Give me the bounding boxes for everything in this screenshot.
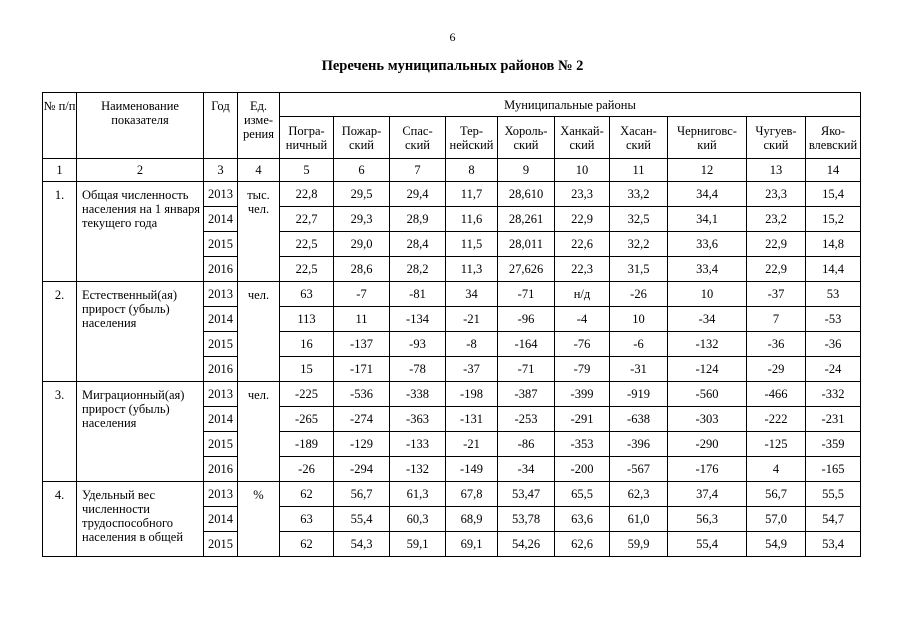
value-cell: 23,2 (747, 207, 806, 232)
value-cell: -567 (610, 457, 668, 482)
column-number: 5 (280, 159, 334, 182)
value-cell: 22,9 (555, 207, 610, 232)
value-cell: -638 (610, 407, 668, 432)
value-cell: -125 (747, 432, 806, 457)
value-cell: 56,3 (668, 507, 747, 532)
header-district: Хороль-ский (498, 117, 555, 159)
value-cell: 60,3 (390, 507, 446, 532)
value-cell: -124 (668, 357, 747, 382)
year-cell: 2013 (204, 482, 238, 507)
value-cell: 34,1 (668, 207, 747, 232)
column-number: 14 (806, 159, 861, 182)
value-cell: 68,9 (446, 507, 498, 532)
value-cell: 33,2 (610, 182, 668, 207)
value-cell: 15 (280, 357, 334, 382)
value-cell: 15,4 (806, 182, 861, 207)
value-cell: -222 (747, 407, 806, 432)
table-row (43, 182, 861, 207)
header-year: Год (204, 93, 238, 159)
value-cell: -265 (280, 407, 334, 432)
value-cell: -231 (806, 407, 861, 432)
value-cell: -176 (668, 457, 747, 482)
value-cell: -7 (334, 282, 390, 307)
table-row (43, 282, 861, 307)
column-number: 9 (498, 159, 555, 182)
value-cell: -396 (610, 432, 668, 457)
column-number: 7 (390, 159, 446, 182)
year-cell: 2014 (204, 207, 238, 232)
value-cell: -165 (806, 457, 861, 482)
value-cell: 22,7 (280, 207, 334, 232)
value-cell: 56,7 (334, 482, 390, 507)
value-cell: 32,2 (610, 232, 668, 257)
value-cell: -26 (610, 282, 668, 307)
value-cell: -36 (747, 332, 806, 357)
value-cell: 22,8 (280, 182, 334, 207)
value-cell: 62,3 (610, 482, 668, 507)
column-number: 10 (555, 159, 610, 182)
indicator-name: Удельный вес численности трудоспособного населения в общей (77, 482, 204, 557)
value-cell: 7 (747, 307, 806, 332)
value-cell: -303 (668, 407, 747, 432)
value-cell: 33,4 (668, 257, 747, 282)
value-cell: -26 (280, 457, 334, 482)
value-cell: 11,3 (446, 257, 498, 282)
value-cell: 29,0 (334, 232, 390, 257)
header-name: Наименование показателя (77, 93, 204, 159)
unit-cell: тыс. чел. (238, 182, 280, 282)
year-cell: 2016 (204, 357, 238, 382)
value-cell: -31 (610, 357, 668, 382)
value-cell: 23,3 (555, 182, 610, 207)
value-cell: 28,261 (498, 207, 555, 232)
value-cell: 54,7 (806, 507, 861, 532)
header-district: Яко-влевский (806, 117, 861, 159)
value-cell: 29,3 (334, 207, 390, 232)
value-cell: 15,2 (806, 207, 861, 232)
value-cell: 14,4 (806, 257, 861, 282)
value-cell: -29 (747, 357, 806, 382)
value-cell: -78 (390, 357, 446, 382)
column-number: 3 (204, 159, 238, 182)
value-cell: 28,011 (498, 232, 555, 257)
value-cell: 56,7 (747, 482, 806, 507)
value-cell: 54,3 (334, 532, 390, 557)
value-cell: 37,4 (668, 482, 747, 507)
header-district: Ханкай-ский (555, 117, 610, 159)
value-cell: -198 (446, 382, 498, 407)
year-cell: 2016 (204, 257, 238, 282)
value-cell: 11,7 (446, 182, 498, 207)
value-cell: 28,9 (390, 207, 446, 232)
value-cell: 11,5 (446, 232, 498, 257)
value-cell: 67,8 (446, 482, 498, 507)
value-cell: 62 (280, 482, 334, 507)
value-cell: 34,4 (668, 182, 747, 207)
page-number: 6 (449, 30, 456, 44)
value-cell: -131 (446, 407, 498, 432)
value-cell: 55,5 (806, 482, 861, 507)
unit-cell: чел. (238, 282, 280, 382)
year-cell: 2013 (204, 282, 238, 307)
value-cell: 22,9 (747, 257, 806, 282)
value-cell: 65,5 (555, 482, 610, 507)
value-cell: 4 (747, 457, 806, 482)
value-cell: -133 (390, 432, 446, 457)
value-cell: -353 (555, 432, 610, 457)
header-district: Тер-нейский (446, 117, 498, 159)
table-row (43, 482, 861, 507)
value-cell: 63 (280, 282, 334, 307)
value-cell: -359 (806, 432, 861, 457)
value-cell: 11,6 (446, 207, 498, 232)
value-cell: -253 (498, 407, 555, 432)
value-cell: 16 (280, 332, 334, 357)
value-cell: 23,3 (747, 182, 806, 207)
year-cell: 2015 (204, 332, 238, 357)
value-cell: 10 (668, 282, 747, 307)
value-cell: -132 (668, 332, 747, 357)
indicator-number: 2. (43, 282, 77, 382)
value-cell: -6 (610, 332, 668, 357)
column-number: 13 (747, 159, 806, 182)
value-cell: -466 (747, 382, 806, 407)
indicator-number: 3. (43, 382, 77, 482)
indicator-name: Миграционный(ая) прирост (убыль) населения (77, 382, 204, 482)
year-cell: 2013 (204, 382, 238, 407)
document-title: Перечень муниципальных районов № 2 (321, 58, 584, 74)
value-cell: 57,0 (747, 507, 806, 532)
header-unit: Ед. изме-рения (238, 93, 280, 159)
value-cell: -189 (280, 432, 334, 457)
value-cell: -274 (334, 407, 390, 432)
indicator-name: Общая численность населения на 1 января текущего года (77, 182, 204, 282)
value-cell: 62 (280, 532, 334, 557)
year-cell: 2016 (204, 457, 238, 482)
value-cell: 34 (446, 282, 498, 307)
value-cell: 11 (334, 307, 390, 332)
value-cell: 22,3 (555, 257, 610, 282)
value-cell: -332 (806, 382, 861, 407)
header-districts-group: Муниципальные районы (280, 93, 861, 117)
value-cell: -34 (498, 457, 555, 482)
indicator-number: 1. (43, 182, 77, 282)
value-cell: -76 (555, 332, 610, 357)
value-cell: -137 (334, 332, 390, 357)
indicator-number: 4. (43, 482, 77, 557)
column-number: 1 (43, 159, 77, 182)
value-cell: 55,4 (668, 532, 747, 557)
value-cell: 54,26 (498, 532, 555, 557)
column-number: 12 (668, 159, 747, 182)
value-cell: 62,6 (555, 532, 610, 557)
value-cell: 53,78 (498, 507, 555, 532)
value-cell: 14,8 (806, 232, 861, 257)
value-cell: -399 (555, 382, 610, 407)
indicator-name: Естественный(ая) прирост (убыль) населения (77, 282, 204, 382)
value-cell: -79 (555, 357, 610, 382)
value-cell: 54,9 (747, 532, 806, 557)
year-cell: 2014 (204, 307, 238, 332)
value-cell: 55,4 (334, 507, 390, 532)
value-cell: -93 (390, 332, 446, 357)
year-cell: 2015 (204, 532, 238, 557)
value-cell: -149 (446, 457, 498, 482)
table-row (43, 382, 861, 407)
value-cell: -21 (446, 432, 498, 457)
value-cell: -81 (390, 282, 446, 307)
value-cell: -291 (555, 407, 610, 432)
value-cell: 32,5 (610, 207, 668, 232)
value-cell: 29,4 (390, 182, 446, 207)
value-cell: -129 (334, 432, 390, 457)
value-cell: 63,6 (555, 507, 610, 532)
unit-cell: % (238, 482, 280, 557)
unit-cell: чел. (238, 382, 280, 482)
value-cell: 61,3 (390, 482, 446, 507)
value-cell: 33,6 (668, 232, 747, 257)
value-cell: -71 (498, 282, 555, 307)
value-cell: -4 (555, 307, 610, 332)
districts-table (42, 92, 861, 557)
value-cell: 69,1 (446, 532, 498, 557)
value-cell: 53 (806, 282, 861, 307)
value-cell: -71 (498, 357, 555, 382)
value-cell: -225 (280, 382, 334, 407)
value-cell: -164 (498, 332, 555, 357)
value-cell: -363 (390, 407, 446, 432)
column-number: 11 (610, 159, 668, 182)
value-cell: -134 (390, 307, 446, 332)
header-district: Спас-ский (390, 117, 446, 159)
value-cell: -200 (555, 457, 610, 482)
year-cell: 2013 (204, 182, 238, 207)
column-number: 6 (334, 159, 390, 182)
year-cell: 2015 (204, 432, 238, 457)
header-district: Черниговс-кий (668, 117, 747, 159)
value-cell: 28,2 (390, 257, 446, 282)
value-cell: -24 (806, 357, 861, 382)
column-number: 8 (446, 159, 498, 182)
value-cell: 28,610 (498, 182, 555, 207)
header-district: Хасан-ский (610, 117, 668, 159)
value-cell: -36 (806, 332, 861, 357)
value-cell: 59,9 (610, 532, 668, 557)
column-number: 2 (77, 159, 204, 182)
value-cell: -338 (390, 382, 446, 407)
value-cell: -8 (446, 332, 498, 357)
value-cell: -37 (446, 357, 498, 382)
value-cell: -21 (446, 307, 498, 332)
value-cell: -536 (334, 382, 390, 407)
value-cell: 28,6 (334, 257, 390, 282)
value-cell: -290 (668, 432, 747, 457)
column-number: 4 (238, 159, 280, 182)
value-cell: -96 (498, 307, 555, 332)
value-cell: -171 (334, 357, 390, 382)
header-district: Пожар-ский (334, 117, 390, 159)
value-cell: 63 (280, 507, 334, 532)
year-cell: 2014 (204, 407, 238, 432)
value-cell: -919 (610, 382, 668, 407)
value-cell: -53 (806, 307, 861, 332)
value-cell: 22,5 (280, 232, 334, 257)
value-cell: 10 (610, 307, 668, 332)
value-cell: 53,47 (498, 482, 555, 507)
value-cell: 22,6 (555, 232, 610, 257)
header-no: № п/п (43, 93, 77, 159)
value-cell: -294 (334, 457, 390, 482)
header-district: Чугуев-ский (747, 117, 806, 159)
year-cell: 2015 (204, 232, 238, 257)
value-cell: -37 (747, 282, 806, 307)
value-cell: 61,0 (610, 507, 668, 532)
value-cell: 113 (280, 307, 334, 332)
value-cell: 27,626 (498, 257, 555, 282)
value-cell: -560 (668, 382, 747, 407)
value-cell: 29,5 (334, 182, 390, 207)
value-cell: 22,5 (280, 257, 334, 282)
value-cell: -34 (668, 307, 747, 332)
value-cell: н/д (555, 282, 610, 307)
value-cell: -132 (390, 457, 446, 482)
value-cell: 22,9 (747, 232, 806, 257)
header-district: Погра-ничный (280, 117, 334, 159)
value-cell: 31,5 (610, 257, 668, 282)
value-cell: -387 (498, 382, 555, 407)
value-cell: 53,4 (806, 532, 861, 557)
value-cell: 28,4 (390, 232, 446, 257)
value-cell: 59,1 (390, 532, 446, 557)
year-cell: 2014 (204, 507, 238, 532)
value-cell: -86 (498, 432, 555, 457)
